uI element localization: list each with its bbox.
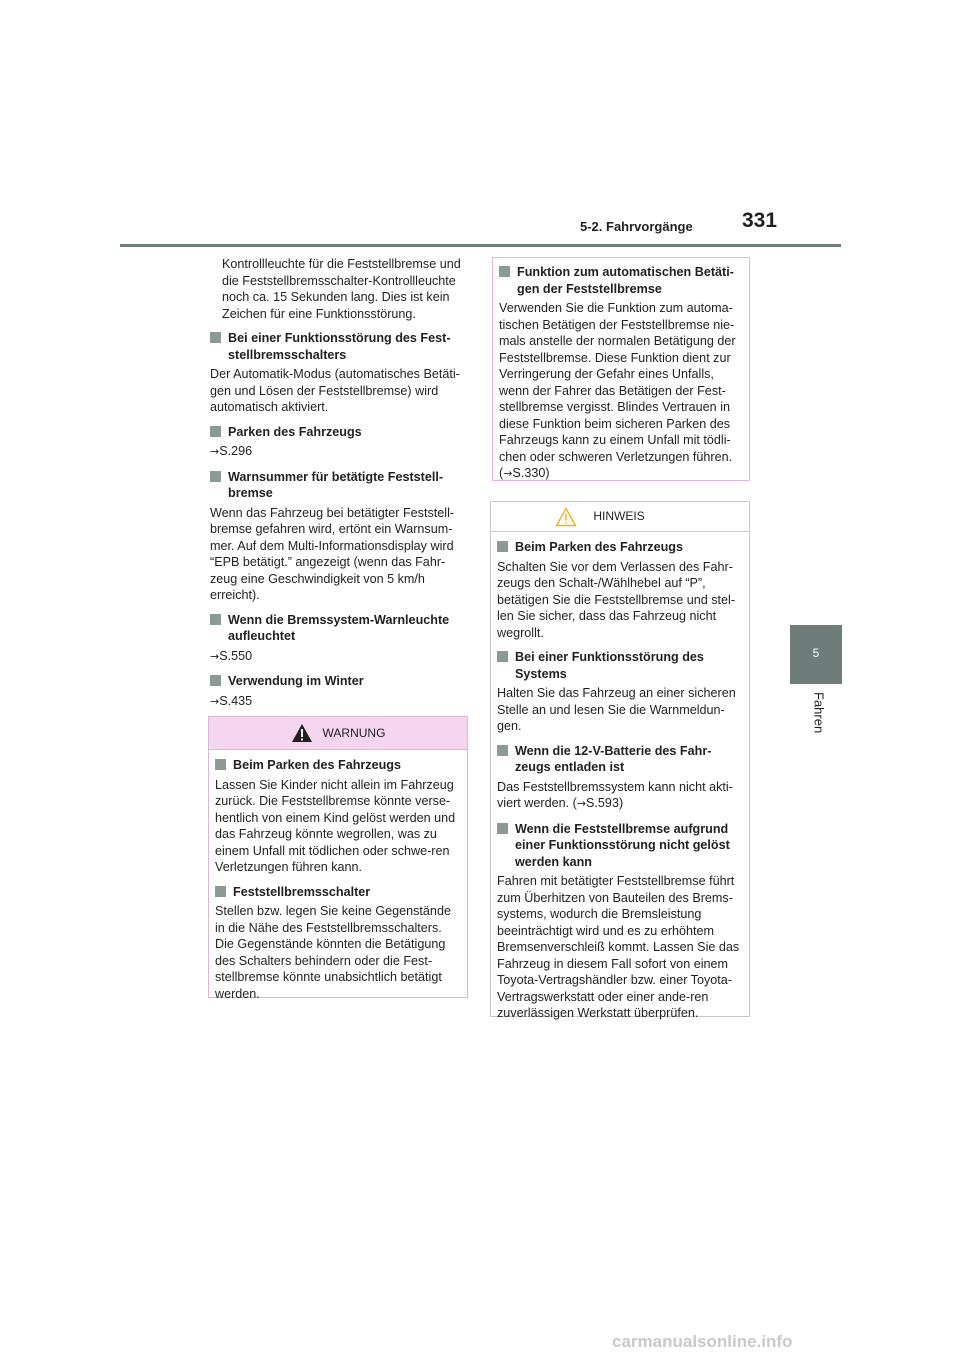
arrow-right-icon: → bbox=[503, 467, 513, 480]
warning-box bbox=[208, 716, 468, 1001]
warning-item-heading bbox=[215, 884, 461, 901]
page-reference[interactable]: (→S.330) bbox=[499, 466, 550, 480]
info-body bbox=[493, 258, 749, 483]
square-bullet-icon bbox=[210, 471, 221, 482]
note-item-heading bbox=[497, 821, 743, 871]
watermark: carmanualsonline.info bbox=[612, 1332, 793, 1351]
reference-text: S.330 bbox=[512, 466, 546, 480]
note-item-body: Fahren mit betätigter Feststellbremse führt zum Überhitzen von Bauteilen des Brems-systems, wodurch die Bremsleistung beeinträchtigt wird und es zu erhöhtem Bremsenverschleiß kommt. Lassen Sie das Fahrzeug in diesem Fall sofort von einem Toyota-Vertragshändler bzw. einer Toyota-Vertragswerkstatt oder einer ande-ren zuverlässigen Werkstatt überprüfen. bbox=[497, 874, 740, 1020]
page-reference[interactable]: (→S.593) bbox=[572, 796, 624, 810]
info-heading bbox=[499, 264, 743, 297]
heading-text: Beim Parken des Fahrzeugs bbox=[515, 540, 683, 554]
intro-paragraph: Kontrollleuchte für die Feststellbremse und die Feststellbremsschalter-Kontrollleuchte noch ca. 15 Sekunden lang. Dies ist kein Zeichen für eine Funktionsstörung. bbox=[222, 257, 461, 321]
note-box bbox=[490, 501, 750, 1020]
heading-text: Wenn die 12-V-Batterie des Fahr-zeugs entladen ist bbox=[515, 743, 712, 774]
square-bullet-icon bbox=[210, 614, 221, 625]
square-bullet-icon bbox=[215, 759, 226, 770]
square-bullet-icon bbox=[499, 266, 510, 277]
left-column bbox=[210, 256, 466, 718]
section-heading bbox=[210, 424, 466, 441]
warning-triangle-icon bbox=[291, 723, 313, 743]
warning-title: WARNUNG bbox=[322, 725, 386, 740]
section-body: Der Automatik-Modus (automatisches Betäti-gen und Lösen der Feststellbremse) wird automatisch aktiviert. bbox=[210, 367, 460, 414]
caution-triangle-icon bbox=[555, 507, 577, 527]
square-bullet-icon bbox=[210, 332, 221, 343]
chapter-label: Fahren bbox=[811, 692, 827, 734]
heading-text: Funktion zum automatischen Betäti-gen der Feststellbremse bbox=[517, 265, 734, 296]
reference-text: S.296 bbox=[219, 444, 253, 458]
square-bullet-icon bbox=[210, 426, 221, 437]
arrow-right-icon: → bbox=[210, 694, 220, 708]
square-bullet-icon bbox=[210, 675, 221, 686]
page-reference[interactable] bbox=[210, 443, 466, 461]
page-number: 331 bbox=[742, 209, 778, 232]
square-bullet-icon bbox=[497, 745, 508, 756]
heading-text: Bei einer Funktionsstörung des Systems bbox=[515, 650, 704, 681]
note-item-heading bbox=[497, 539, 743, 556]
heading-text: Verwendung im Winter bbox=[228, 674, 364, 688]
heading-text: Bei einer Funktionsstörung des Fest-stellbremsschalters bbox=[228, 331, 451, 362]
square-bullet-icon bbox=[497, 541, 508, 552]
info-box bbox=[492, 257, 750, 481]
arrow-right-icon: → bbox=[210, 445, 220, 458]
header-rule bbox=[120, 244, 841, 247]
section-title: 5-2. Fahrvorgänge bbox=[580, 219, 693, 234]
section-heading bbox=[210, 673, 466, 690]
chapter-tab: 5 bbox=[790, 625, 842, 684]
heading-text: Wenn die Feststellbremse aufgrund einer Funktionsstörung nicht gelöst werden kann bbox=[515, 821, 730, 869]
section-heading bbox=[210, 469, 466, 502]
note-body-text: Das Feststellbremssystem kann nicht akti-viert werden. bbox=[497, 779, 733, 810]
info-body-text: Verwenden Sie die Funktion zum automa-tischen Betätigen der Feststellbremse nie-mals anstelle der normalen Betätigung der Feststellbremse. Diese Funktion dient zur Verringerung der Gefahr eines Unfalls, wenn der Fahrer das Betätigen der Fest-stellbremse vergisst. Blindes Vertrauen in diese Funktion beim sicheren Parken des Fahrzeugs kann zu einem Unfall mit tödli-chen oder schweren Verletzungen führen. bbox=[499, 301, 736, 464]
note-item-heading bbox=[497, 649, 743, 682]
page-reference[interactable] bbox=[210, 693, 466, 711]
section-heading bbox=[210, 330, 466, 363]
reference-text: S.435 bbox=[219, 693, 253, 708]
note-item-body: Schalten Sie vor dem Verlassen des Fahr-zeugs den Schalt-/Wählhebel auf “P”, betätigen Sie die Feststellbremse und stel-len Sie sicher, dass das Fahrzeug nicht wegrollt. bbox=[497, 559, 736, 640]
warning-item-heading bbox=[215, 757, 461, 774]
heading-text: Warnsummer für betätigte Feststell-bremse bbox=[228, 469, 444, 500]
reference-text: S.593 bbox=[586, 796, 619, 810]
square-bullet-icon bbox=[497, 823, 508, 834]
info-text bbox=[499, 300, 743, 483]
warning-item-body: Lassen Sie Kinder nicht allein im Fahrzeug zurück. Die Feststellbremse könnte verse-hentlich von einem Kind gelöst werden und das Fahrzeug könnte wegrollen, was zu einem Unfall mit tödlichen oder schwe-ren Verletzungen führen kann. bbox=[215, 777, 456, 874]
note-item-heading bbox=[497, 743, 743, 776]
heading-text: Beim Parken des Fahrzeugs bbox=[233, 758, 401, 772]
arrow-right-icon: → bbox=[210, 649, 220, 663]
note-title: HINWEIS bbox=[593, 509, 645, 524]
heading-text: Feststellbremsschalter bbox=[233, 884, 371, 899]
section-body: Wenn das Fahrzeug bei betätigter Feststell-bremse gefahren wird, ertönt ein Warnsum-mer. Auf dem Multi-Informationsdisplay wird “EPB betätigt.” angezeigt (wenn das Fahr-zeug eine Geschwindigkeit von 5 km/h erreicht). bbox=[210, 505, 455, 602]
page-reference[interactable] bbox=[210, 648, 466, 666]
square-bullet-icon bbox=[215, 886, 226, 897]
note-item-body: Halten Sie das Fahrzeug an einer sicheren Stelle an und lesen Sie die Warnmeldun-gen. bbox=[497, 686, 736, 733]
warning-item-body: Stellen bzw. legen Sie keine Gegenstände in die Nähe des Feststellbremsschalters. Die Gegenstände könnten die Betätigung des Schalters behindern oder die Fest-stellbremse könnte unabsichtlich betätigt werden. bbox=[215, 904, 451, 1001]
note-body bbox=[491, 532, 749, 1022]
arrow-right-icon: → bbox=[576, 797, 587, 810]
note-item-body bbox=[497, 779, 743, 813]
heading-text: Parken des Fahrzeugs bbox=[228, 424, 362, 439]
section-heading bbox=[210, 612, 466, 645]
reference-text: S.550 bbox=[219, 648, 253, 663]
square-bullet-icon bbox=[497, 651, 508, 662]
heading-text: Wenn die Bremssystem-Warnleuchte aufleuchtet bbox=[228, 612, 450, 643]
warning-body bbox=[209, 750, 467, 1002]
note-header bbox=[491, 502, 749, 532]
warning-header bbox=[209, 717, 467, 750]
